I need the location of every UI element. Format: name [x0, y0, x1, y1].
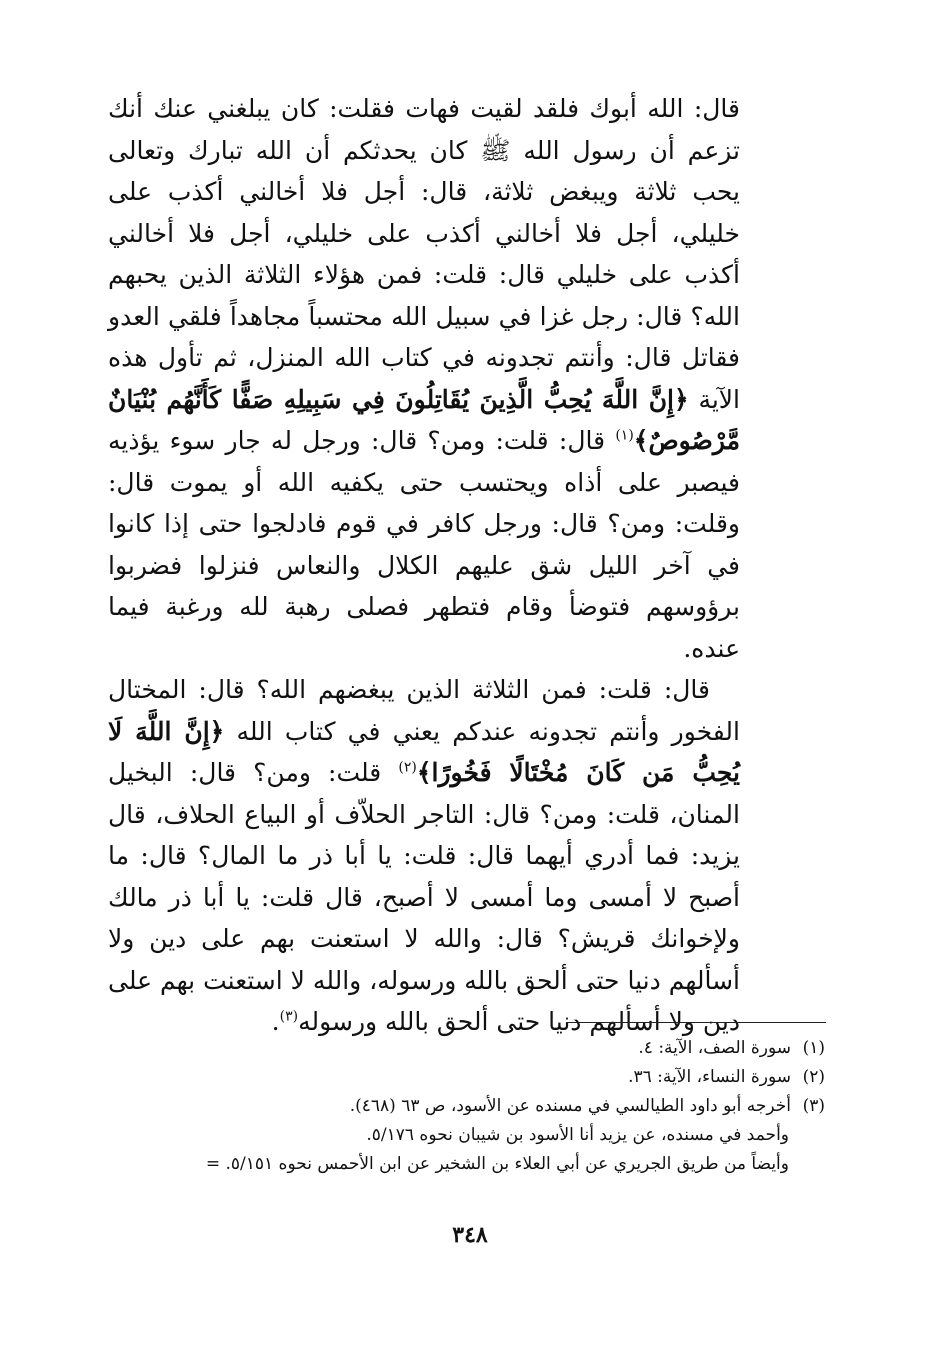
- footnote-ref-1: (١): [615, 427, 634, 444]
- footnote-number: (١): [802, 1038, 825, 1058]
- footnote-text: سورة الصف، الآية: ٤.: [638, 1038, 791, 1058]
- paragraph-2-text: قال: قلت: فمن الثلاثة الذين يبغضهم الله؟ قال: المختال الفخور وأنتم تجدونه عندكم يعني في كتاب الله: [108, 675, 740, 746]
- footnotes: [100, 1034, 825, 1179]
- paragraph-2-text-cont: قلت: ومن؟ قال: البخيل المنان، قلت: ومن؟ قال: التاجر الحلاّف أو البياع الحلاف، قال يزيد: فما أدري أيهما قال: قلت: يا أبا ذر ما المال؟ قال: ما أصبح لا أمسى وما أمسى لا أصبح، قال قلت: يا أبا ذر مالك ولإخوانك قريش؟ قال: والله لا استعنت بهم على دين ولا أسألهم دنيا حتى ألحق بالله ورسوله، والله لا استعنت بهم على دين ولا أسألهم دنيا حتى ألحق بالله ورسوله: [108, 758, 740, 1036]
- footnote-text: أخرجه أبو داود الطيالسي في مسنده عن الأسود، ص ٦٣ (٤٦٨).: [349, 1096, 791, 1116]
- paragraph-1: [108, 88, 740, 669]
- main-text: [108, 88, 740, 1043]
- footnote-text: سورة النساء، الآية: ٣٦.: [628, 1067, 791, 1087]
- paragraph-1-text: قال: الله أبوك فلقد لقيت فهات فقلت: كان يبلغني عنك أنك تزعم أن رسول الله ﷺ كان يحدثكم أن الله تبارك وتعالى يحب ثلاثة ويبغض ثلاثة، قال: أجل فلا أخالني أكذب على خليلي، أجل فلا أخالني أكذب على خليلي، أجل فلا أخالني أكذب على خليلي قال: قلت: فمن هؤلاء الثلاثة الذين يحبهم الله؟ قال: رجل غزا في سبيل الله محتسباً مجاهداً فلقي العدو فقاتل قال: وأنتم تجدونه في كتاب الله المنزل، ثم تأول هذه الآية: [108, 94, 741, 414]
- footnote-number: (٢): [802, 1067, 825, 1087]
- footnote-1: [100, 1034, 825, 1063]
- footnote-divider: [566, 1022, 826, 1023]
- paragraph-2: [108, 669, 740, 1043]
- paragraph-1-text-cont: قال: قلت: ومن؟ قال: ورجل له جار سوء يؤذيه فيصبر على أذاه ويحتسب حتى يكفيه الله أو يموت قال: وقلت: ومن؟ قال: ورجل كافر في قوم فادلجوا حتى إذا كانوا في آخر الليل شق عليهم الكلال والنعاس فنزلوا فضربوا برؤوسهم فتوضأ وقام فتطهر فصلى رهبة لله ورغبة فيما عنده.: [108, 426, 740, 663]
- quran-verse-1: ﴿إِنَّ اللَّهَ يُحِبُّ الَّذِينَ يُقَاتِلُونَ فِي سَبِيلِهِ صَفًّا كَأَنَّهُم بُنْيَانٌ مَّرْصُوصٌ﴾: [108, 384, 740, 455]
- footnote-ref-2: (٢): [398, 759, 417, 776]
- page-number: ٣٤٨: [452, 1222, 488, 1248]
- footnote-3-continuation-1: وأحمد في مسنده، عن يزيد أنا الأسود بن شيبان نحوه ٥/١٧٦.: [366, 1125, 789, 1145]
- footnote-ref-3: (٣): [279, 1008, 299, 1025]
- footnote-2: [100, 1063, 825, 1092]
- quran-verse-2: ﴿إِنَّ اللَّهَ لَا يُحِبُّ مَن كَانَ مُخْتَالًا فَخُورًا﴾: [108, 716, 740, 787]
- footnote-number: (٣): [802, 1096, 825, 1116]
- footnote-3: [100, 1092, 825, 1121]
- footnote-3-continuation-2: وأيضاً من طريق الجريري عن أبي العلاء بن الشخير عن ابن الأحمس نحوه ٥/١٥١. =: [205, 1154, 789, 1174]
- paragraph-2-end: .: [271, 1007, 280, 1036]
